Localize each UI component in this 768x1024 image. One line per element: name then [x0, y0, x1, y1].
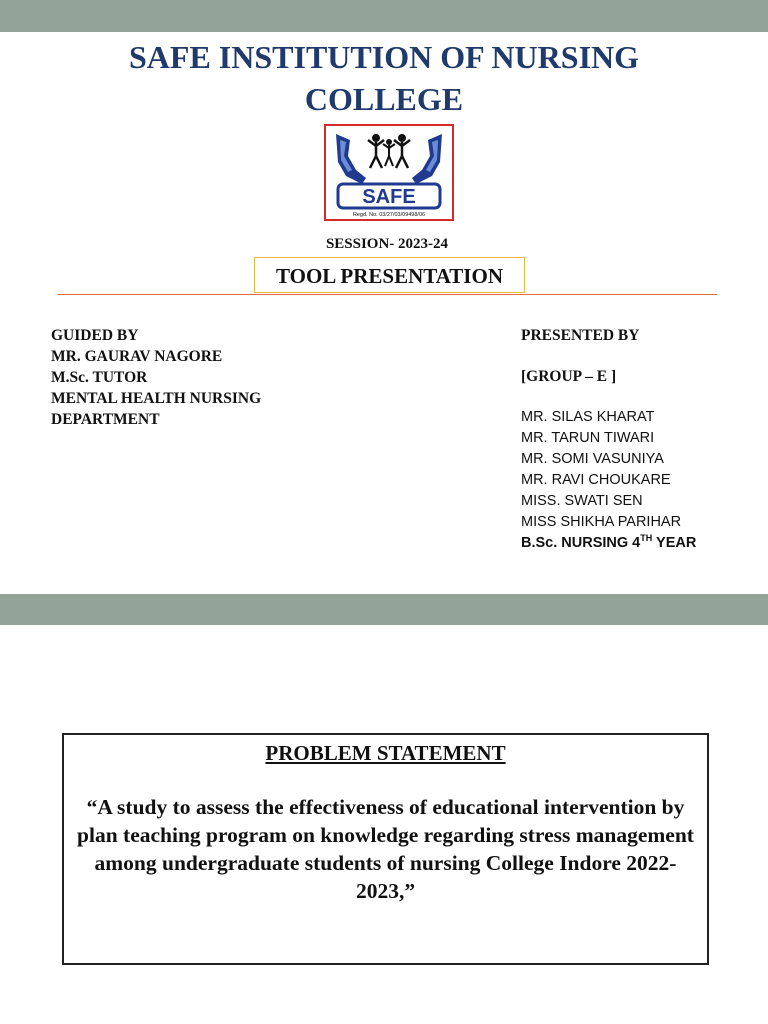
problem-statement-heading: PROBLEM STATEMENT: [265, 741, 506, 765]
guided-by-block: [51, 325, 351, 430]
institution-title: [0, 36, 768, 120]
logo-registration: Regd. No. 03/27/03/09498/06: [352, 212, 426, 218]
title-line-2: COLLEGE: [304, 81, 464, 117]
guide-designation: M.Sc. TUTOR: [51, 369, 148, 386]
session-label: SESSION- 2023-24: [325, 236, 449, 252]
slide-separator-band: [0, 594, 768, 625]
title-line-1: SAFE INSTITUTION OF NURSING: [128, 39, 640, 75]
member-name: MISS. SWATI SEN: [521, 493, 643, 509]
logo-text: SAFE: [362, 186, 416, 208]
top-color-band: [0, 0, 768, 32]
member-name: MR. RAVI CHOUKARE: [521, 472, 671, 488]
course-year-superscript: TH: [640, 533, 653, 544]
guide-name: MR. GAURAV NAGORE: [51, 348, 223, 365]
course-year-suffix: YEAR: [652, 535, 697, 551]
presented-by-heading: PRESENTED BY: [521, 327, 640, 344]
group-label: [GROUP – E ]: [521, 368, 617, 385]
problem-statement-box: [62, 733, 709, 965]
safe-logo: [324, 124, 454, 221]
member-name: MR. SOMI VASUNIYA: [521, 451, 664, 467]
problem-statement-text: “A study to assess the effectiveness of educational intervention by plan teaching program on knowledge regarding stress management among undergraduate students of nursing College Indore 2022-2023,”: [77, 795, 694, 903]
member-name: MR. TARUN TIWARI: [521, 430, 655, 446]
member-name: MR. SILAS KHARAT: [521, 409, 655, 425]
safe-logo-graphic: [326, 126, 452, 219]
guided-by-heading: GUIDED BY: [51, 327, 139, 344]
course-year-prefix: B.Sc. NURSING 4: [521, 535, 641, 551]
course-year: [521, 533, 761, 554]
member-name: MISS SHIKHA PARIHAR: [521, 514, 682, 530]
presented-by-block: [521, 325, 761, 554]
title-divider: [58, 294, 717, 295]
guide-department-line-1: MENTAL HEALTH NURSING: [51, 390, 262, 407]
guide-department-line-2: DEPARTMENT: [51, 411, 160, 428]
tool-presentation-title: TOOL PRESENTATION: [254, 257, 525, 293]
